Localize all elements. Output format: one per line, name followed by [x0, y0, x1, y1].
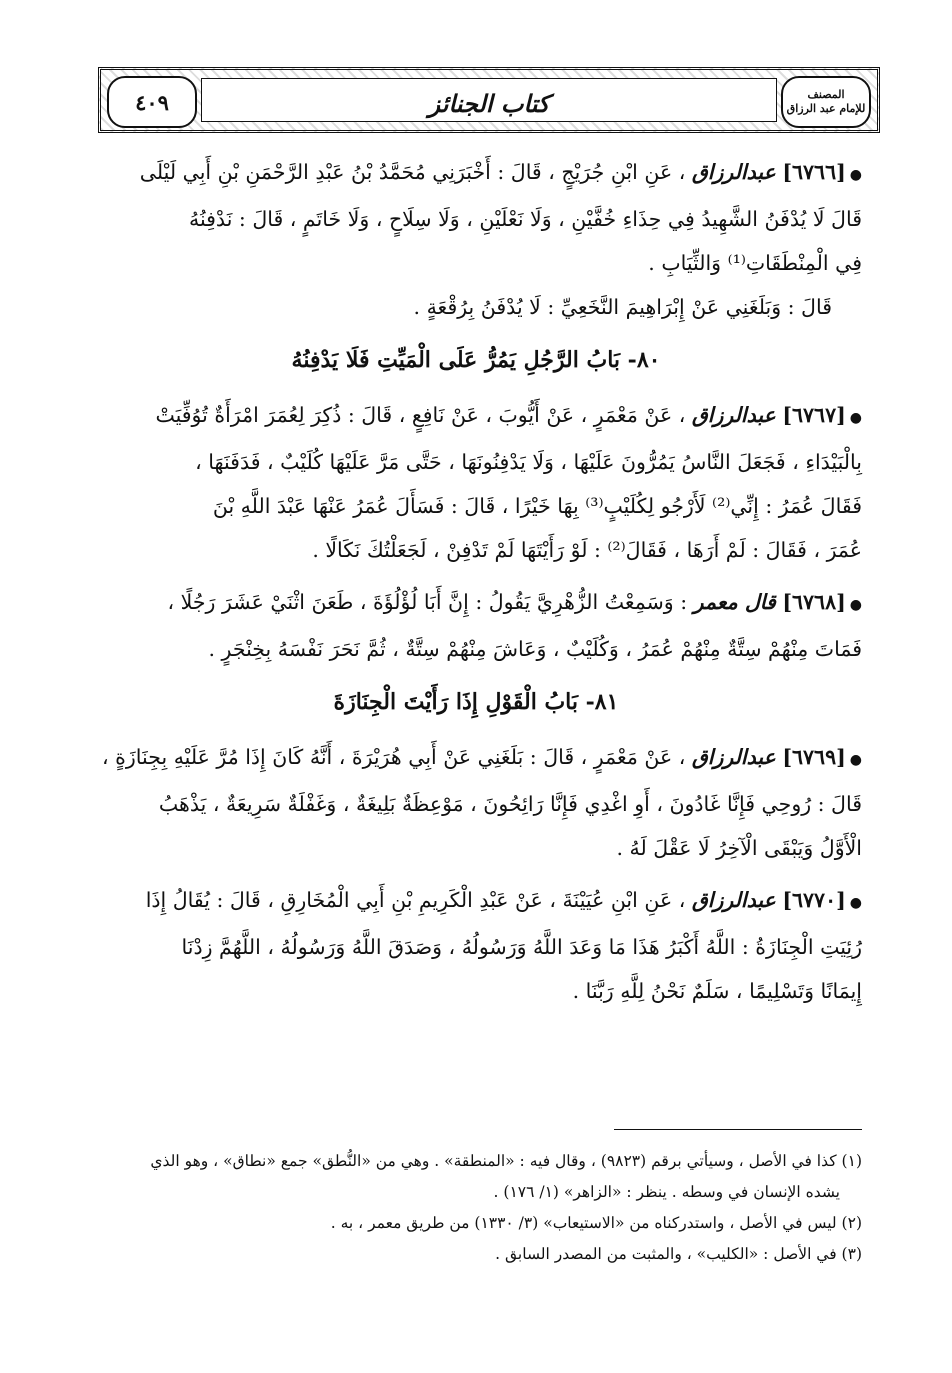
hadith-number: [٦٧٦٧]: [782, 403, 846, 427]
hadith-number: [٦٧٦٨]: [782, 590, 846, 614]
bullet-icon: ●: [849, 895, 862, 911]
book-emblem: [781, 76, 871, 128]
footnotes: [90, 1146, 862, 1270]
hadith-line: : وَسَمِعْتُ الزُّهْرِيَّ يَقُولُ : إِنَّ أَبَا لُؤْلُؤَةَ ، طَعَنَ اثْنَيْ عَشَرَ رَجُلًا ،: [167, 590, 688, 614]
hadith-number: [٦٧٦٦]: [782, 160, 846, 184]
hadith-line: قَالَ لَا يُدْفَنُ الشَّهِيدُ فِي حِذَاءِ خُفَّيْنِ ، وَلَا نَعْلَيْنِ ، وَلَا سِلَاحٍ ، وَلَا خَاتَمٍ ، قَالَ : نَدْفِنُهُ: [188, 207, 862, 231]
hadith-line: عُمَرَ ، فَقَالَ : لَمْ أَرَهَا ، فَقَالَ⁽²⁾ : لَوْ رَأَيْتَهَا لَمْ تَدْفِنْ ، لَجَعَلْتُكَ نَكَالًا .: [312, 538, 862, 562]
page-header: [98, 67, 880, 133]
hadith-number: [٦٧٧٠]: [782, 888, 846, 912]
footnote-2: (٢) ليس في الأصل ، واستدركناه من «الاستيعاب» (٣/ ١٣٣٠) من طريق معمر ، به .: [330, 1214, 862, 1232]
footnote-1: (١) كذا في الأصل ، وسيأتي برقم (٩٨٢٣) ، وقال فيه : «المنطقة» . وهي من «النُّطق» جمع «نطاق» ، وهو الذي: [150, 1152, 862, 1170]
book-title: كتاب الجنائز: [428, 89, 550, 118]
emblem-line2: للإمام عبد الرزاق: [786, 102, 866, 115]
hadith-source: عبدالرزاق: [691, 888, 776, 912]
main-text: [90, 150, 862, 1013]
hadith-line: ، عَنِ ابْنِ جُرَيْجٍ ، قَالَ : أَخْبَرَنِي مُحَمَّدُ بْنُ عَبْدِ الرَّحْمَنِ بْنِ أَبِي لَيْلَى: [139, 160, 686, 184]
hadith-line: بِالْبَيْدَاءِ ، فَجَعَلَ النَّاسُ يَمُرُّونَ عَلَيْهَا ، وَلَا يَدْفِنُونَهَا ، حَتَّى مَرَّ عَلَيْهَا كُلَيْبٌ ، فَدَفَنَهَا ،: [195, 450, 862, 474]
hadith-line: ، عَنْ مَعْمَرٍ ، قَالَ : بَلَغَنِي عَنْ أَبِي هُرَيْرَةَ ، أَنَّهُ كَانَ إِذَا مُرَّ عَلَيْهِ بِجِنَازَةٍ ،: [102, 745, 686, 769]
page-number: ٤٠٩: [107, 76, 197, 128]
hadith-6769: [90, 735, 862, 870]
footnote-3: (٣) في الأصل : «الكليب» ، والمثبت من المصدر السابق .: [495, 1245, 862, 1263]
hadith-line: قَالَ : رُوحِي فَإِنَّا غَادُونَ ، أَوِ اغْدِي فَإِنَّا رَائِحُونَ ، مَوْعِظَةٌ بَلِيغَةٌ ، وَغَفْلَةٌ سَرِيعَةٌ ، يَذْهَبُ: [158, 792, 862, 816]
hadith-source: عبدالرزاق: [691, 160, 776, 184]
hadith-6766: [90, 150, 862, 285]
hadith-line: إِيمَانًا وَتَسْلِيمًا ، سَلَمٌ نَحْنُ لِلَّهِ رَبَّنَا .: [572, 979, 862, 1003]
header-frame: [201, 78, 777, 122]
bullet-icon: ●: [849, 167, 862, 183]
bullet-icon: ●: [849, 597, 862, 613]
hadith-line: ، عَنِ ابْنِ عُيَيْنَةَ ، عَنْ عَبْدِ الْكَرِيمِ بْنِ أَبِي الْمُخَارِقِ ، قَالَ : يُقَالُ إِذَا: [145, 888, 686, 912]
chapter-heading-80: ٨٠- بَابُ الرَّجُلِ يَمُرُّ عَلَى الْمَيِّتِ فَلَا يَدْفِنُهُ: [291, 347, 661, 373]
hadith-6768: [90, 580, 862, 671]
footnote-1-cont: يشده الإنسان في وسطه . ينظر : «الزاهر» (١/ ١٧٦) .: [493, 1183, 840, 1201]
hadith-source: عبدالرزاق: [691, 745, 776, 769]
hadith-6770: [90, 878, 862, 1013]
hadith-line: الْأَوَّلُ وَيَبْقَى الْآخِرُ لَا عَقْلَ لَهُ .: [616, 836, 862, 860]
hadith-line: فَقَالَ عُمَرُ : إِنِّي⁽²⁾ لَأَرْجُو لِكُلَيْبٍ⁽³⁾ بِهَا خَيْرًا ، قَالَ : فَسَأَلَ عُمَرُ عَنْهَا عَبْدَ اللَّهِ بْنَ: [212, 494, 862, 518]
hadith-line: رُئِيَتِ الْجِنَازَةُ : اللَّهُ أَكْبَرُ هَذَا مَا وَعَدَ اللَّهُ وَرَسُولُهُ ، وَصَدَقَ اللَّهُ وَرَسُولُهُ ، اللَّهُمَّ زِدْنَا: [181, 935, 862, 959]
hadith-source: قال معمر: [693, 590, 776, 614]
hadith-6767: [90, 393, 862, 572]
hadith-6766-extra: قَالَ : وَبَلَغَنِي عَنْ إِبْرَاهِيمَ النَّخَعِيِّ : لَا يُدْفَنُ بِرُقْعَةٍ .: [413, 295, 832, 319]
hadith-line: فِي الْمِنْطَقَاتِ⁽¹⁾ وَالثِّيَابِ .: [648, 251, 862, 275]
footnote-divider: [614, 1129, 862, 1130]
chapter-heading-81: ٨١- بَابُ الْقَوْلِ إِذَا رَأَيْتَ الْجِنَازَةَ: [333, 689, 619, 715]
bullet-icon: ●: [849, 752, 862, 768]
emblem-line1: المصنف: [807, 88, 845, 101]
hadith-source: عبدالرزاق: [691, 403, 776, 427]
hadith-line: ، عَنْ مَعْمَرٍ ، عَنْ أَيُّوبَ ، عَنْ نَافِعٍ ، قَالَ : ذُكِرَ لِعُمَرَ امْرَأَةٌ تُوُفِّيَتْ: [155, 403, 686, 427]
hadith-number: [٦٧٦٩]: [782, 745, 846, 769]
bullet-icon: ●: [849, 410, 862, 426]
hadith-line: فَمَاتَ مِنْهُمْ سِتَّةٌ مِنْهُمْ عُمَرُ ، وَكُلَيْبٌ ، وَعَاشَ مِنْهُمْ سِتَّةٌ ، ثُمَّ نَحَرَ نَفْسَهُ بِخِنْجَرٍ .: [208, 637, 862, 661]
